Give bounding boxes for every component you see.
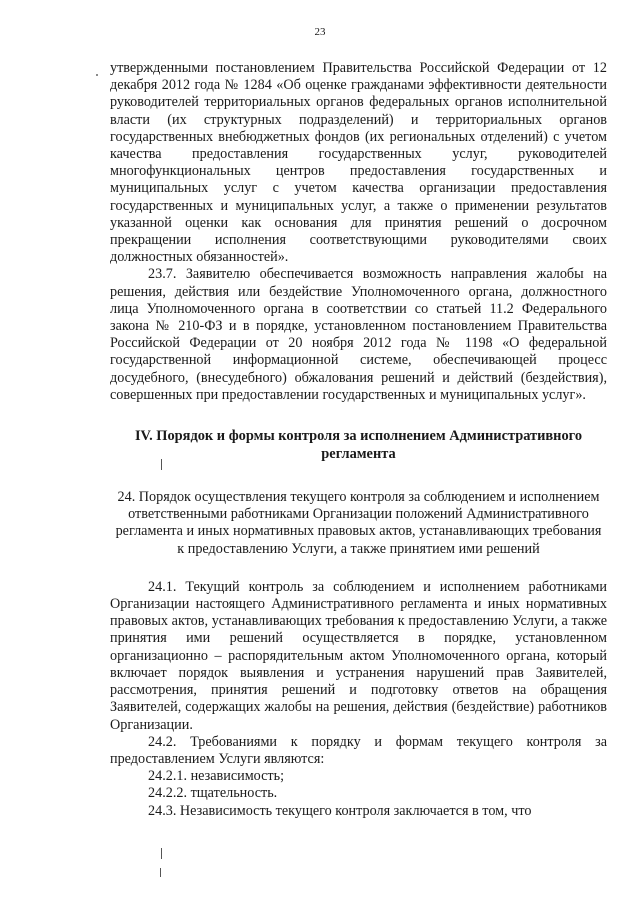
paragraph-24-2: 24.2. Требованиями к порядку и формам текущего контроля за предоставлением Услуги являются: xyxy=(110,733,607,767)
scan-artifact xyxy=(96,74,98,76)
subsection-heading: 24. Порядок осуществления текущего контроля за соблюдением и исполнением ответственными работниками Организации положений Административного регламента и иных нормативных правовых актов, устанавливающих требования к предоставлению Услуги, а также принятием ими решений xyxy=(115,489,602,557)
paragraph-continuation: утвержденными постановлением Правительства Российской Федерации от 12 декабря 2012 года № 1284 «Об оценке гражданами эффективности деятельности руководителей территориальных органов федеральных органов исполнительной власти (их структурных подразделений) и территориальных органов государственных внебюджетных фондов (их региональных отделений) с учетом качества предоставления государственных услуг, руководителей многофункциональных центров предоставления государственных и муниципальных услуг с учетом качества организации предоставления государственных и муниципальных услуг, а также о применении результатов указанной оценки как основания для принятия решений о досрочном прекращении исполнения соответствующими руководителями своих должностных обязанностей». xyxy=(110,60,607,266)
scan-artifact xyxy=(161,459,162,470)
paragraph-24-1: 24.1. Текущий контроль за соблюдением и исполнением работниками Организации настоящего Административного регламента и иных нормативных правовых актов, устанавливающих требования к предоставлению Услуги, а также принятия ими решений осуществляется в порядке, установленном организационно – распорядительным актом Уполномоченного органа, который включает порядок выявления и устранения нарушений прав Заявителей, рассмотрения, принятия решений и подготовку ответов на обращения Заявителей, содержащих жалобы на решения, действия (бездействие) работников Организации. xyxy=(110,578,607,733)
list-item-thoroughness: 24.2.2. тщательность. xyxy=(148,785,278,802)
scan-artifact xyxy=(160,868,161,877)
list-item-independence: 24.2.1. независимость; xyxy=(148,768,285,785)
scan-artifact xyxy=(161,848,162,859)
paragraph-24-3: 24.3. Независимость текущего контроля заключается в том, что xyxy=(148,802,532,819)
section-heading: IV. Порядок и формы контроля за исполнением Административного регламента xyxy=(134,428,583,462)
paragraph-23-7: 23.7. Заявителю обеспечивается возможность направления жалобы на решения, действия или бездействие Уполномоченного органа, должностного лица Уполномоченного органа в соответствии со статьей 11.2 Федерального закона № 210-ФЗ и в порядке, установленном постановлением Правительства Российской Федерации от 20 ноября 2012 года № 1198 «О федеральной государственной информационной системе, обеспечивающей процесс досудебного, (внесудебного) обжалования решений и действий (бездействия), совершенных при предоставлении государственных и муниципальных услуг». xyxy=(110,266,607,403)
document-body xyxy=(110,60,607,820)
page-number: 23 xyxy=(314,26,326,38)
